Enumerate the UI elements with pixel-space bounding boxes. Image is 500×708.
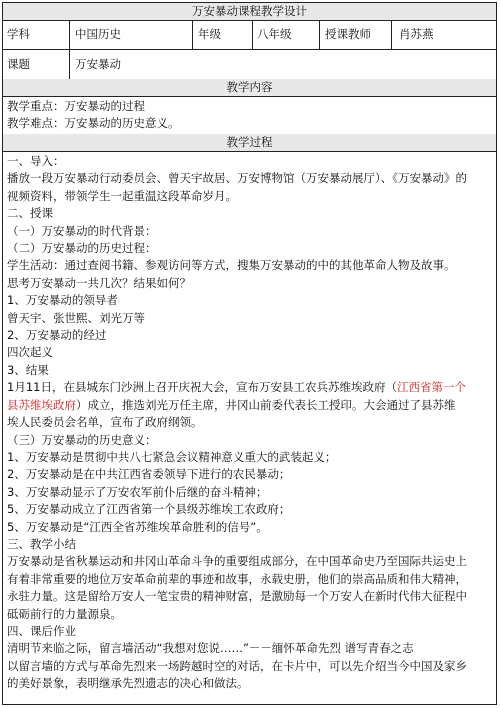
process-line: 5、万安暴动成立了江西省第一个县级苏维埃工农政府； (7, 502, 291, 517)
subject-value: 中国历史 (75, 27, 121, 41)
process-line: 1、万安暴动的领导者 (7, 293, 118, 308)
process-line: 的美好景象，表明继承先烈遗志的决心和做法。 (7, 676, 249, 691)
result-text: 1月11日，在县城东门沙洲上召开庆祝大会，宣布万安县工农兵苏维埃政府（ (7, 380, 397, 395)
process-line: 万安暴动是省秋暴运动和井冈山革命斗争的重要组成部分，在中国革命史乃至国际共运史上 (7, 554, 467, 569)
process-line: 清明节来临之际，留言墙活动“我想对您说……”－－缅怀革命先烈 谱写青春之志 (7, 641, 414, 656)
teacher-value: 肖苏燕 (399, 27, 434, 41)
process-line: （一）万安暴动的时代背景： (7, 223, 157, 238)
lesson-plan-table (2, 2, 497, 705)
key-point: 教学重点：万安暴动的过程 (7, 99, 145, 113)
topic-value: 万安暴动 (75, 57, 121, 71)
process-body (7, 153, 493, 693)
process-line: 四、课后作业 (7, 623, 76, 638)
process-section-header: 教学过程 (3, 134, 496, 151)
process-line: 二、授课 (7, 206, 53, 221)
process-line: （三）万安暴动的历史意义： (7, 432, 157, 447)
result-line-2 (7, 397, 493, 414)
highlight-text: 江西省第一个 (396, 380, 466, 395)
process-line: 学生活动：通过查阅书籍、参观访问等方式，搜集万安暴动的中的其他革命人物及故事。 (7, 258, 456, 273)
topic-label: 课题 (7, 57, 30, 71)
teacher-label: 授课教师 (325, 27, 371, 41)
process-line: 2、万安暴动是在中共江西省委领导下进行的农民暴动； (7, 467, 291, 482)
grade-value: 八年级 (257, 27, 292, 41)
process-line: 3、结果 (7, 362, 49, 377)
process-line: 播放一段万安暴动行动委员会、曾天宇故居、万安博物馆（万安暴动展厅）、《万安暴动》的 (7, 171, 467, 186)
process-line: 1、万安暴动是贯彻中共八七紧急会议精神意义重大的武装起义； (7, 449, 337, 464)
content-section-header: 教学内容 (3, 79, 496, 96)
process-line: 曾天宇、张世熙、刘光万等 (7, 310, 145, 325)
process-line: 有着非常重要的地位万安革命前辈的事迹和故事，永载史册，他们的崇高品质和伟大精神， (7, 571, 467, 586)
highlight-text: 县苏维埃政府 (7, 397, 76, 412)
process-line: 砥砺前行的力量源泉。 (7, 606, 122, 621)
document-title: 万安暴动课程教学设计 (3, 3, 496, 20)
difficult-point: 教学难点：万安暴动的历史意义。 (7, 116, 180, 130)
process-line: （二）万安暴动的历史过程： (7, 241, 157, 256)
process-line: 视频资料，带领学生一起重温这段革命岁月。 (7, 188, 237, 203)
grade-label: 年级 (198, 27, 221, 41)
process-line: 三、教学小结 (7, 536, 76, 551)
process-line: 3、万安暴动显示了万安农军前仆后继的奋斗精神； (7, 484, 268, 499)
result-line-1 (7, 379, 493, 396)
result-line-3: 埃人民委员会名单，宣布了政府纲领。 (7, 415, 203, 430)
process-line: 一、导入： (7, 154, 65, 168)
process-line: 2、万安暴动的经过 (7, 328, 107, 343)
process-line: 以留言墙的方式与革命先烈来一场跨越时空的对话，在卡片中，可以先介绍当今中国及家乡 (7, 658, 467, 673)
result-text: ）成立，推选刘光万任主席，井冈山前委代表长工授印。大会通过了县苏维 (76, 397, 456, 412)
subject-label: 学科 (7, 27, 30, 41)
process-line: 思考万安暴动一共几次？结果如何？ (7, 275, 191, 290)
process-line: 5、万安暴动是“江西全省苏维埃革命胜利的信号”。 (7, 519, 268, 534)
process-line: 永驻力量。这是留给万安人一笔宝贵的精神财富，是激励每一个万安人在新时代伟大征程中 (7, 589, 467, 604)
process-line: 四次起义 (7, 345, 53, 360)
